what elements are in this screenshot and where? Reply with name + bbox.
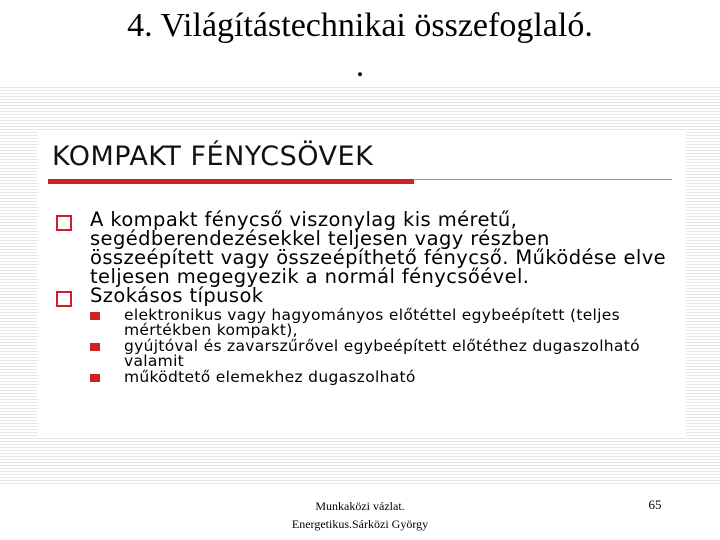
sub-list-item-text: gyújtóval és zavarszűrővel egybeépített előtéthez dugaszolható valamit [124,337,640,370]
sub-list-item [90,308,676,337]
page-number: 65 [648,497,662,512]
filled-square-bullet-icon [90,312,100,320]
slide-title-line1: 4. Világítástechnikai összefoglaló. [127,7,593,44]
sub-list-item [90,370,676,385]
list-item [56,286,676,305]
section-heading: KOMPAKT FÉNYCSÖVEK [52,141,374,172]
footer-line1: Munkaközi vázlat. [315,499,405,513]
hollow-square-bullet-icon [56,215,72,231]
footer-line2: Energetikus.Sárközi György [291,517,429,531]
list-item-text: Szokásos típusok [90,284,264,307]
bullet-list [56,210,676,387]
footer [0,497,720,533]
sub-bullet-list [90,308,676,385]
filled-square-bullet-icon [90,374,100,382]
content-panel [38,132,686,436]
sub-list-item-text: működtető elemekhez dugaszolható [124,368,416,386]
list-item [56,210,676,286]
sub-list-item [90,339,676,368]
slide-title-line2: . [355,47,365,84]
heading-accent-rule [48,179,414,184]
hollow-square-bullet-icon [56,291,72,307]
filled-square-bullet-icon [90,343,100,351]
list-item-text: A kompakt fénycső viszonylag kis méretű, segédberendezésekkel teljesen vagy részben összeépített vagy összeépíthető fénycső. Működése elve teljesen megegyezik a normál fénycsőével. [90,208,667,288]
slide-title [0,6,720,86]
sub-list-item-text: elektronikus vagy hagyományos előtéttel egybeépített (teljes mértékben kompakt), [124,306,620,339]
